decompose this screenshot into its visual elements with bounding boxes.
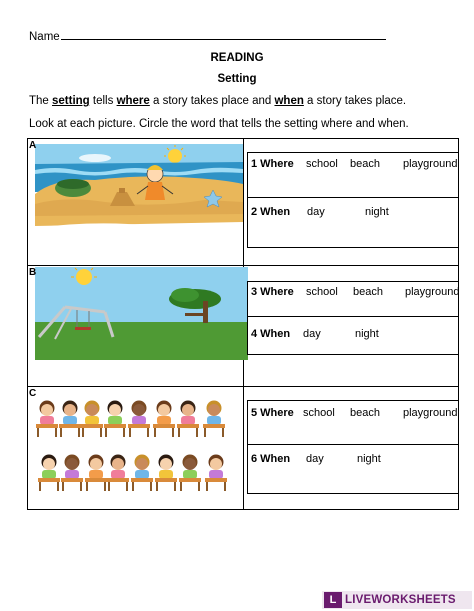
picture-playground (35, 267, 248, 360)
intro-text: a story takes place. (303, 95, 407, 107)
row-divider (27, 265, 459, 266)
question-4-when (251, 328, 290, 340)
option-beach[interactable]: beach (353, 286, 383, 298)
question-label: 2 When (251, 206, 291, 218)
section-letter-c: C (29, 388, 37, 399)
option-school[interactable]: school (306, 286, 338, 298)
question-5-where (251, 407, 294, 419)
answer-divider (247, 444, 459, 445)
question-6-when (251, 453, 290, 465)
question-label: 3 Where (251, 286, 294, 298)
student-figure (107, 455, 129, 492)
picture-beach (35, 144, 243, 262)
student-figure (81, 401, 103, 438)
student-figure (104, 401, 126, 438)
student-figure (153, 401, 175, 438)
student-figure (131, 455, 153, 492)
option-night[interactable]: night (357, 453, 381, 465)
section-letter-b: B (29, 267, 37, 278)
question-1-where (251, 158, 294, 170)
classroom-illustration (35, 396, 241, 494)
student-figure (177, 401, 199, 438)
row-divider (27, 386, 459, 387)
page-title: READING (210, 52, 264, 64)
option-school[interactable]: school (303, 407, 335, 419)
answer-divider (247, 316, 459, 317)
section-letter-a: A (29, 140, 37, 151)
question-3-where (251, 286, 294, 298)
student-figure (203, 401, 225, 438)
student-figure (205, 455, 227, 492)
option-beach[interactable]: beach (350, 407, 380, 419)
option-school[interactable]: school (306, 158, 338, 170)
beach-illustration (35, 144, 243, 262)
question-label: 1 Where (251, 158, 294, 170)
playground-illustration (35, 267, 248, 360)
intro-text: a story takes place and (149, 95, 275, 107)
intro-sentence (29, 95, 406, 107)
student-figure (61, 455, 83, 492)
option-day[interactable]: day (307, 206, 325, 218)
intro-text: tells (89, 95, 117, 107)
brand-logo-icon: L (324, 592, 342, 608)
page-subtitle: Setting (217, 73, 257, 85)
option-night[interactable]: night (365, 206, 389, 218)
option-playground[interactable]: playground (403, 158, 458, 170)
student-figure (155, 455, 177, 492)
name-blank-line[interactable] (61, 29, 386, 40)
student-figure (38, 455, 60, 492)
question-label: 4 When (251, 328, 291, 340)
question-label: 6 When (251, 453, 291, 465)
student-figure (179, 455, 201, 492)
instructions: Look at each picture. Circle the word that tells the setting where and when. (29, 118, 409, 130)
student-figure (85, 455, 107, 492)
answer-divider (247, 197, 459, 198)
option-beach[interactable]: beach (350, 158, 380, 170)
student-figure (59, 401, 81, 438)
question-label: 5 Where (251, 407, 294, 419)
intro-word-when: when (274, 95, 304, 107)
option-playground[interactable]: playground (405, 286, 460, 298)
option-playground[interactable]: playground (403, 407, 458, 419)
option-day[interactable]: day (303, 328, 321, 340)
intro-word-where: where (116, 95, 150, 107)
name-label: Name (29, 31, 60, 43)
picture-classroom (35, 396, 241, 494)
brand-name: LIVEWORKSHEETS (345, 594, 456, 606)
intro-word-setting: setting (52, 95, 90, 107)
question-2-when (251, 206, 290, 218)
student-figure (36, 401, 58, 438)
intro-text: The (29, 95, 53, 107)
option-night[interactable]: night (355, 328, 379, 340)
option-day[interactable]: day (306, 453, 324, 465)
name-field (29, 29, 386, 43)
student-figure (128, 401, 150, 438)
liveworksheets-watermark (322, 591, 472, 609)
